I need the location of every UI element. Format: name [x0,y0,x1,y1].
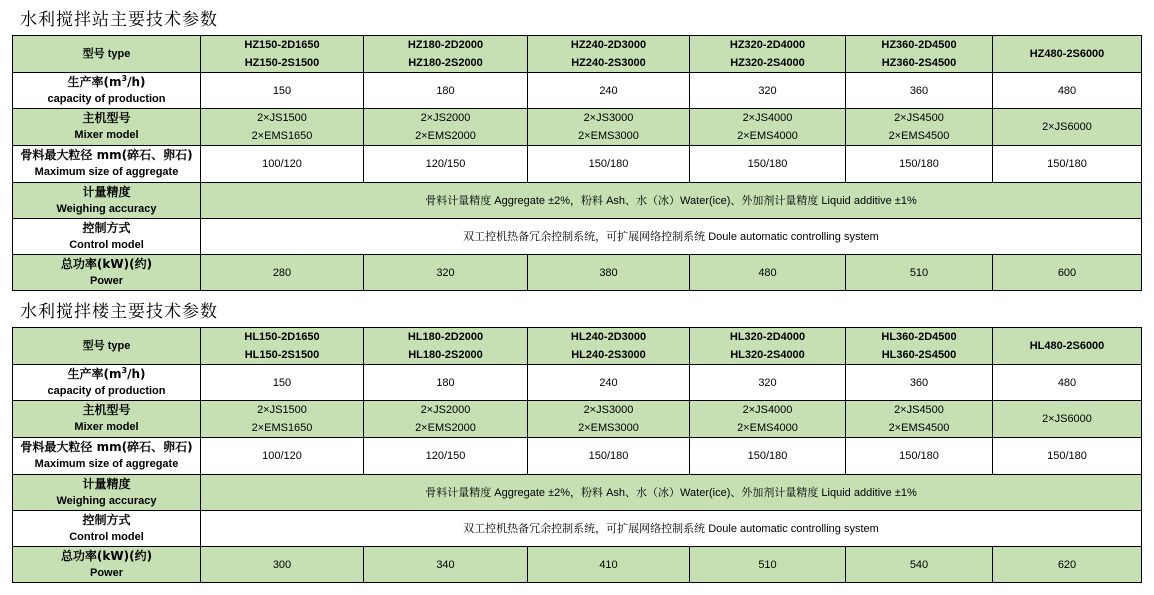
table-row-capacity [13,365,1142,401]
model-cell: HZ360-2D4500 HZ360-2S4500 [846,36,993,73]
mixer-value: 2×JS1500 2×EMS1650 [201,401,364,438]
aggregate-value: 150/180 [690,438,846,475]
capacity-value: 360 [846,73,993,109]
model-cell: HL240-2D3000 HL240-2S3000 [528,328,690,365]
label-weighing: 计量精度 Weighing accuracy [13,475,201,511]
power-value: 410 [528,547,690,583]
label-aggregate: 骨料最大粒径 mm(碎石、卵石) Maximum size of aggregate [13,146,201,183]
model-cell: HL150-2D1650 HL150-2S1500 [201,328,364,365]
control-value: 双工控机热备冗余控制系统，可扩展网络控制系统 Doule automatic controlling system [201,511,1142,547]
model-cell: HZ320-2D4000 HZ320-2S4000 [690,36,846,73]
aggregate-value: 150/180 [993,146,1142,183]
aggregate-value: 150/180 [846,438,993,475]
model-cell: HL360-2D4500 HL360-2S4500 [846,328,993,365]
model-cell: HL180-2D2000 HL180-2S2000 [364,328,528,365]
mixer-value: 2×JS3000 2×EMS3000 [528,401,690,438]
power-value: 620 [993,547,1142,583]
aggregate-value: 120/150 [364,438,528,475]
model-cell: HL320-2D4000 HL320-2S4000 [690,328,846,365]
aggregate-value: 120/150 [364,146,528,183]
model-cell: HZ180-2D2000 HZ180-2S2000 [364,36,528,73]
table-row-aggregate [13,438,1142,475]
table-row-power [13,547,1142,583]
mixer-value: 2×JS4000 2×EMS4000 [690,401,846,438]
label-capacity: 生产率$(m^3/h)$ capacity of production [13,365,201,401]
power-value: 320 [364,255,528,291]
model-cell: HZ480-2S6000 [993,36,1142,73]
spec-table-mixing-station [12,35,1142,291]
model-cell: HZ240-2D3000 HZ240-2S3000 [528,36,690,73]
weighing-value: 骨料计量精度 Aggregate ±2%，粉料 Ash、水（冰）Water(ice)、外加剂计量精度 Liquid additive ±1% [201,183,1142,219]
aggregate-value: 100/120 [201,146,364,183]
power-value: 540 [846,547,993,583]
section-title-mixing-tower: 水利搅拌楼主要技术参数 [20,302,218,322]
section-title-mixing-station: 水利搅拌站主要技术参数 [20,10,218,30]
label-control: 控制方式 Control model [13,219,201,255]
label-model: 型号 type [13,36,201,73]
label-mixer: 主机型号 Mixer model [13,109,201,146]
power-value: 510 [690,547,846,583]
power-value: 510 [846,255,993,291]
table-row-aggregate [13,146,1142,183]
table-row-weighing [13,183,1142,219]
table-row-model [13,328,1142,365]
label-control: 控制方式 Control model [13,511,201,547]
capacity-value: 180 [364,365,528,401]
aggregate-value: 150/180 [993,438,1142,475]
weighing-value: 骨料计量精度 Aggregate ±2%，粉料 Ash、水（冰）Water(ice)、外加剂计量精度 Liquid additive ±1% [201,475,1142,511]
aggregate-value: 150/180 [690,146,846,183]
table-row-mixer [13,109,1142,146]
capacity-value: 240 [528,365,690,401]
power-value: 280 [201,255,364,291]
label-power: 总功率(kW)(约) Power [13,255,201,291]
mixer-value: 2×JS4500 2×EMS4500 [846,109,993,146]
label-aggregate: 骨料最大粒径 mm(碎石、卵石) Maximum size of aggregate [13,438,201,475]
mixer-value: 2×JS3000 2×EMS3000 [528,109,690,146]
aggregate-value: 150/180 [528,438,690,475]
capacity-value: 240 [528,73,690,109]
aggregate-value: 100/120 [201,438,364,475]
capacity-value: 480 [993,365,1142,401]
model-cell: HL480-2S6000 [993,328,1142,365]
table-row-control [13,511,1142,547]
capacity-value: 180 [364,73,528,109]
power-value: 600 [993,255,1142,291]
label-capacity: 生产率$(m^3/h)$ capacity of production [13,73,201,109]
capacity-value: 360 [846,365,993,401]
aggregate-value: 150/180 [528,146,690,183]
label-weighing: 计量精度 Weighing accuracy [13,183,201,219]
capacity-value: 480 [993,73,1142,109]
label-model: 型号 type [13,328,201,365]
capacity-value: 320 [690,365,846,401]
table-row-capacity [13,73,1142,109]
table-row-model [13,36,1142,73]
label-power: 总功率(kW)(约) Power [13,547,201,583]
mixer-value: 2×JS4500 2×EMS4500 [846,401,993,438]
power-value: 480 [690,255,846,291]
label-mixer: 主机型号 Mixer model [13,401,201,438]
table-row-power [13,255,1142,291]
capacity-value: 320 [690,73,846,109]
spec-table-mixing-tower [12,327,1142,583]
power-value: 380 [528,255,690,291]
mixer-value: 2×JS2000 2×EMS2000 [364,401,528,438]
aggregate-value: 150/180 [846,146,993,183]
mixer-value: 2×JS6000 [993,109,1142,146]
control-value: 双工控机热备冗余控制系统，可扩展网络控制系统 Doule automatic controlling system [201,219,1142,255]
power-value: 340 [364,547,528,583]
model-cell: HZ150-2D1650 HZ150-2S1500 [201,36,364,73]
mixer-value: 2×JS1500 2×EMS1650 [201,109,364,146]
capacity-value: 150 [201,365,364,401]
mixer-value: 2×JS4000 2×EMS4000 [690,109,846,146]
table-row-control [13,219,1142,255]
mixer-value: 2×JS6000 [993,401,1142,438]
table-row-mixer [13,401,1142,438]
capacity-value: 150 [201,73,364,109]
table-row-weighing [13,475,1142,511]
power-value: 300 [201,547,364,583]
mixer-value: 2×JS2000 2×EMS2000 [364,109,528,146]
